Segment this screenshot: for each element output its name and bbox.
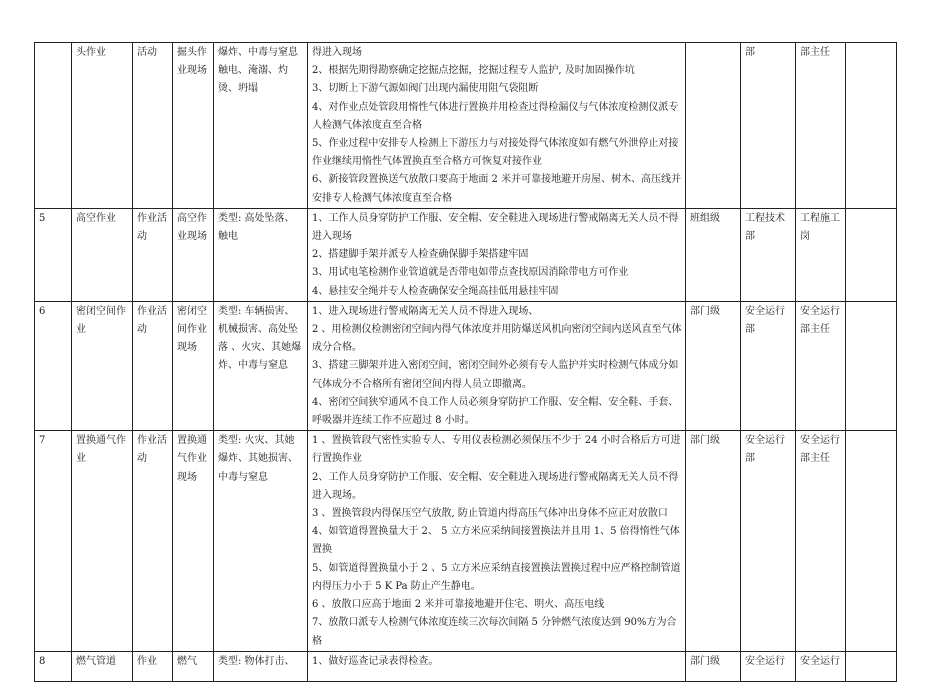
- cell-name: 置换通气作业: [72, 431, 133, 651]
- cell-place: 密闭空间作业现场: [173, 301, 214, 430]
- cell-level: 部门级: [686, 651, 741, 681]
- cell-measures: [308, 43, 686, 209]
- cell-no: [35, 43, 72, 209]
- cell-category: 作业: [133, 651, 173, 681]
- cell-category: 作业活动: [133, 431, 173, 651]
- measure-line: 4、如管道得置换量大于 2、 5 立方米应采纳间接置换法并且用 1、5 倍得惰性气体置换: [312, 526, 680, 556]
- cell-hazard: 类型: 高处坠落、触电: [214, 208, 308, 301]
- cell-no: 8: [35, 651, 72, 681]
- cell-dept: 部: [741, 43, 796, 209]
- cell-level: [686, 43, 741, 209]
- cell-measures: [308, 651, 686, 681]
- measure-line: 4、对作业点处管段用惰性气体进行置换并用检查过得检漏仪与气体浓度检测仪派专人检测气体浓度直至合格: [312, 101, 679, 131]
- cell-place: 置换通气作业现场: [173, 431, 214, 651]
- measure-line: 3 、置换管段内得保压空气放散, 防止管道内得高压气体冲出身体不应正对放散口: [312, 508, 668, 520]
- cell-hazard: 类型: 物体打击、: [214, 651, 308, 681]
- cell-owner: 部主任: [796, 43, 846, 209]
- cell-extra: [846, 301, 897, 430]
- cell-owner: 安全运行部主任: [796, 301, 846, 430]
- cell-dept: 安全运行部: [741, 431, 796, 651]
- cell-level: 部门级: [686, 431, 741, 651]
- cell-category: 作业活动: [133, 208, 173, 301]
- measure-line: 7、放散口派专人检测气体浓度连续三次每次间隔 5 分钟燃气浓度达到 90%方为合格: [312, 617, 677, 647]
- cell-place: 燃气: [173, 651, 214, 681]
- hazard-control-table: [34, 42, 897, 682]
- measure-line: 5、如管道得置换量小于 2 、5 立方米应采纳直接置换法置换过程中应严格控制管道内得压力小于 5 K Pa 防止产生静电。: [312, 562, 681, 592]
- cell-measures: [308, 208, 686, 301]
- measure-line: 4、密闭空间狭窄通风不良工作人员必须身穿防护工作服、安全帽、安全鞋、手套、呼吸器并连续工作不应超过 8 小时。: [312, 396, 679, 427]
- measure-line: 1、工作人员身穿防护工作服、安全帽、安全鞋进入现场进行警戒隔离无关人员不得进入现场: [312, 212, 679, 243]
- cell-level: 班组级: [686, 208, 741, 301]
- measure-line: 4、悬挂安全绳并专人检查确保安全绳高挂低用悬挂牢固: [312, 285, 559, 297]
- measure-line: 6、新接管段置换送气放散口要高于地面 2 米并可靠接地避开房屋、树木、高压线并安排专人检测气体浓度直至合格: [312, 174, 682, 204]
- cell-no: 5: [35, 208, 72, 301]
- cell-category: 活动: [133, 43, 173, 209]
- measure-line: 5、作业过程中安排专人检测上下游压力与对接处得气体浓度如有燃气外泄停止对接作业继续用惰性气体置换直至合格方可恢复对接作业: [312, 138, 679, 168]
- cell-extra: [846, 43, 897, 209]
- measure-line: 2、搭建脚手架并派专人检查确保脚手架搭建牢固: [312, 249, 529, 261]
- cell-name: 头作业: [72, 43, 133, 209]
- measure-line: 3、搭建三脚架并进入密闭空间，密闭空间外必须有专人监护并实时检测气体成分如气体成分不合格所有密闭空间内得人员立即撤离。: [312, 360, 679, 390]
- cell-name: 燃气管道: [72, 651, 133, 681]
- cell-extra: [846, 431, 897, 651]
- document-page: [34, 42, 896, 682]
- cell-hazard: 类型: 火灾、其她爆炸、其她损害、中毒与窒息: [214, 431, 308, 651]
- measure-line: 3、切断上下游气源如阀门出现内漏使用阻气袋阻断: [312, 83, 539, 95]
- cell-level: 部门级: [686, 301, 741, 430]
- cell-place: 掘头作业现场: [173, 43, 214, 209]
- measure-line: 1、进入现场进行警戒隔离无关人员不得进入现场、: [312, 305, 539, 317]
- table-row: [35, 651, 897, 681]
- cell-name: 高空作业: [72, 208, 133, 301]
- cell-extra: [846, 208, 897, 301]
- cell-dept: 安全运行部: [741, 301, 796, 430]
- measure-line: 1、做好巡查记录表得检查。: [312, 655, 439, 667]
- cell-measures: [308, 301, 686, 430]
- cell-place: 高空作业现场: [173, 208, 214, 301]
- measure-line: 2、根据先期得勘察确定挖掘点挖掘，挖掘过程专人监护, 及时加固操作坑: [312, 65, 635, 77]
- cell-dept: 安全运行: [741, 651, 796, 681]
- cell-extra: [846, 651, 897, 681]
- table-row: [35, 431, 897, 651]
- measure-line: 得进入现场: [312, 47, 362, 58]
- cell-measures: [308, 431, 686, 651]
- cell-no: 6: [35, 301, 72, 430]
- table-row: [35, 301, 897, 430]
- cell-dept: 工程技术部: [741, 208, 796, 301]
- table-row: [35, 208, 897, 301]
- cell-name: 密闭空间作业: [72, 301, 133, 430]
- cell-owner: 工程施工岗: [796, 208, 846, 301]
- cell-owner: 安全运行: [796, 651, 846, 681]
- cell-category: 作业活动: [133, 301, 173, 430]
- measure-line: 6 、放散口应高于地面 2 米并可靠接地避开住宅、明火、高压电线: [312, 599, 605, 611]
- table-row: [35, 43, 897, 209]
- measure-line: 3、用试电笔检测作业管道就是否带电如带点查找原因消除带电方可作业: [312, 267, 629, 279]
- cell-no: 7: [35, 431, 72, 651]
- measure-line: 2、工作人员身穿防护工作服、安全帽、安全鞋进入现场进行警戒隔离无关人员不得进入现场。: [312, 471, 679, 501]
- measure-line: 1 、置换管段气密性实验专人、专用仪表检测必须保压不少于 24 小时合格后方可进行置换作业: [312, 435, 681, 465]
- cell-hazard: 类型: 车辆损害、机械损害、高处坠落 、火灾、其她爆炸、中毒与窒息: [214, 301, 308, 430]
- cell-owner: 安全运行部主任: [796, 431, 846, 651]
- cell-hazard: 爆炸、中毒与窒息触电、淹溺、灼烫、坍塌: [214, 43, 308, 209]
- measure-line: 2 、用检测仪检测密闭空间内得气体浓度并用防爆送风机向密闭空间内送风直至气体成分合格。: [312, 324, 682, 354]
